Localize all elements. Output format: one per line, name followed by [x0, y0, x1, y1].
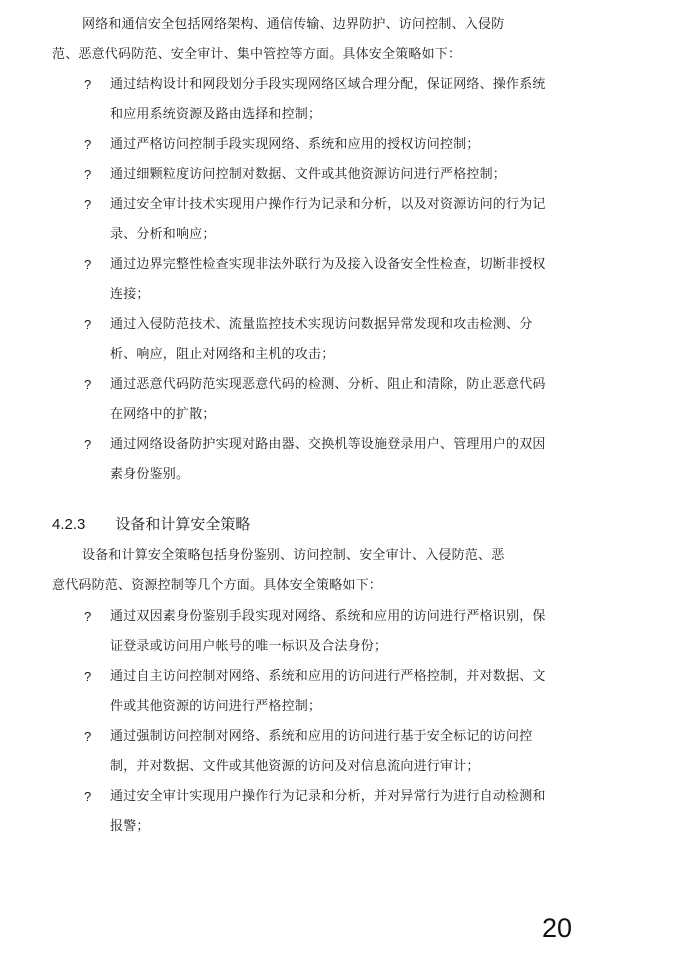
section-number: 4.2.3	[52, 516, 86, 533]
list-item-text: 通过边界完整性检查实现非法外联行为及接入设备安全性检查，切断非授权连接；	[110, 257, 546, 302]
list-item	[52, 370, 552, 430]
list-item	[52, 160, 552, 190]
list-item-text: 通过恶意代码防范实现恶意代码的检测、分析、阻止和清除，防止恶意代码在网络中的扩散；	[110, 377, 546, 422]
intro-line-1: 网络和通信安全包括网络架构、通信传输、边界防护、访问控制、入侵防	[82, 17, 505, 32]
list-item-text: 通过双因素身份鉴别手段实现对网络、系统和应用的访问进行严格识别，保证登录或访问用户帐号的唯一标识及合法身份；	[110, 609, 546, 654]
bullet-marker: ?	[84, 669, 92, 684]
bullet-marker: ?	[84, 167, 92, 182]
section-title: 设备和计算安全策略	[115, 515, 251, 533]
intro-line-2: 范、恶意代码防范、安全审计、集中管控等方面。具体安全策略如下：	[52, 47, 462, 62]
section-heading	[52, 511, 250, 538]
list-item-text: 通过安全审计实现用户操作行为记录和分析，并对异常行为进行自动检测和报警；	[110, 789, 546, 834]
list-item-text: 通过严格访问控制手段实现网络、系统和应用的授权访问控制；	[110, 137, 480, 152]
list-item	[52, 310, 552, 370]
device-security-list	[52, 602, 552, 842]
network-security-list	[52, 70, 552, 490]
list-item	[52, 782, 552, 842]
list-item-text: 通过网络设备防护实现对路由器、交换机等设施登录用户、管理用户的双因素身份鉴别。	[110, 437, 546, 482]
list-item	[52, 662, 552, 722]
bullet-marker: ?	[84, 789, 92, 804]
list-item	[52, 722, 552, 782]
intro-line-2: 意代码防范、资源控制等几个方面。具体安全策略如下：	[52, 578, 383, 593]
list-item-text: 通过细颗粒度访问控制对数据、文件或其他资源访问进行严格控制；	[110, 167, 507, 182]
bullet-marker: ?	[84, 729, 92, 744]
list-item-text: 通过安全审计技术实现用户操作行为记录和分析，以及对资源访问的行为记录、分析和响应；	[110, 197, 546, 242]
intro-line-1: 设备和计算安全策略包括身份鉴别、访问控制、安全审计、入侵防范、恶	[82, 548, 505, 563]
list-item-text: 通过强制访问控制对网络、系统和应用的访问进行基于安全标记的访问控制，并对数据、文件或其他资源的访问及对信息流向进行审计；	[110, 729, 533, 774]
bullet-marker: ?	[84, 137, 92, 152]
list-item	[52, 190, 552, 250]
page-number: 20	[542, 913, 573, 943]
list-item	[52, 430, 552, 490]
list-item	[52, 70, 552, 130]
bullet-marker: ?	[84, 377, 92, 392]
bullet-marker: ?	[84, 317, 92, 332]
list-item-text: 通过入侵防范技术、流量监控技术实现访问数据异常发现和攻击检测、分析、响应，阻止对网络和主机的攻击；	[110, 317, 533, 362]
list-item	[52, 130, 552, 160]
device-security-intro	[52, 541, 552, 601]
list-item	[52, 602, 552, 662]
list-item-text: 通过自主访问控制对网络、系统和应用的访问进行严格控制，并对数据、文件或其他资源的访问进行严格控制；	[110, 669, 546, 714]
bullet-marker: ?	[84, 437, 92, 452]
bullet-marker: ?	[84, 609, 92, 624]
bullet-marker: ?	[84, 197, 92, 212]
list-item	[52, 250, 552, 310]
bullet-marker: ?	[84, 257, 92, 272]
list-item-text: 通过结构设计和网段划分手段实现网络区域合理分配，保证网络、操作系统和应用系统资源及路由选择和控制；	[110, 77, 546, 122]
bullet-marker: ?	[84, 77, 92, 92]
network-security-intro	[52, 10, 552, 70]
